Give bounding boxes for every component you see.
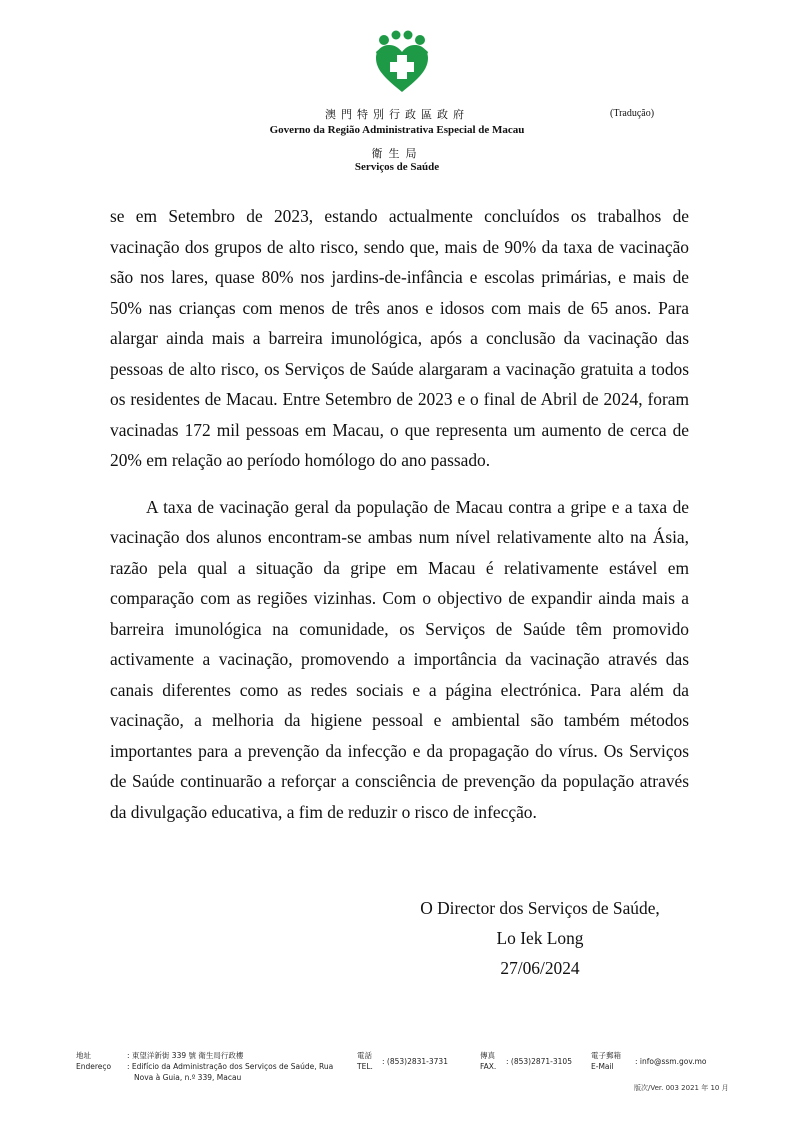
tel-label-zh: 電話	[357, 1051, 372, 1060]
address-label-zh: 地址	[76, 1051, 91, 1060]
fax-label-pt: FAX.	[480, 1062, 497, 1071]
department-name-portuguese: Serviços de Saúde	[354, 161, 440, 173]
government-name-portuguese: Governo da Região Administrativa Especial de Macau	[269, 124, 525, 136]
footer-email	[635, 1056, 706, 1067]
address-pt: Edifício da Administração dos Serviços de Saúde, Rua Nova à Guia, n.º 339, Macau	[131, 1062, 334, 1082]
department-name-chinese: 衛生局	[371, 147, 423, 160]
address-label-pt: Endereço	[76, 1062, 112, 1071]
tel-label-pt: TEL.	[357, 1062, 373, 1071]
translation-note: (Tradução)	[610, 108, 655, 119]
fax-colon: :	[506, 1057, 509, 1066]
health-bureau-logo-icon	[370, 30, 434, 94]
email-colon: :	[635, 1057, 638, 1066]
footer-address	[127, 1050, 342, 1083]
footer-fax-label	[480, 1050, 496, 1072]
letter-body	[110, 201, 689, 827]
signature-name: Lo Iek Long	[496, 928, 584, 948]
body-paragraph-1: se em Setembro de 2023, estando actualmente concluídos os trabalhos de vacinação dos grupos de alto risco, sendo que, mais de 90% da taxa de vacinação são nos lares, quase 80% nos jardins-de-infância e escolas primárias, e mais de 50% nas crianças com menos de três anos e idosos com mais de 65 anos. Para alargar ainda mais a barreira imunológica, após a conclusão da vacinação das pessoas de alto risco, os Serviços de Saúde alargaram a vacinação gratuita a todos os residentes de Macau. Entre Setembro de 2023 e o final de Abril de 2024, foram vacinadas 172 mil pessoas em Macau, o que representa um aumento de cerca de 20% em relação ao período homólogo do ano passado.	[110, 206, 689, 470]
email-label-pt: E-Mail	[591, 1062, 614, 1071]
signature-title: O Director dos Serviços de Saúde,	[420, 898, 660, 918]
fax-number: (853)2871-3105	[510, 1057, 572, 1066]
footer-address-label	[76, 1050, 111, 1072]
document-version: 版次/Ver. 003 2021 年 10 月	[634, 1084, 729, 1092]
address-zh: 東望洋新街 339 號 衛生局行政樓	[131, 1051, 244, 1060]
fax-label-zh: 傳真	[480, 1051, 495, 1060]
footer-tel	[382, 1056, 448, 1067]
address-colon: :	[127, 1051, 130, 1060]
body-paragraph-2: A taxa de vacinação geral da população de Macau contra a gripe e a taxa de vacinação dos alunos encontram-se ambas num nível relativamente alto na Ásia, razão pela qual a situação da gripe em Macau é relativamente estável em comparação com as regiões vizinhas. Com o objectivo de expandir ainda mais a barreira imunológica na comunidade, os Serviços de Saúde têm promovido activamente a vacinação, promovendo a importância da vacinação através das canais diferentes como as redes sociais e a página electrónica. Para além da vacinação, a melhoria da higiene pessoal e ambiental são também métodos importantes para a prevenção da infecção e da propagação do vírus. Os Serviços de Saúde continuarão a reforçar a consciência de prevenção da população através da divulgação educativa, a fim de reduzir o risco de infecção.	[110, 496, 689, 822]
government-name-chinese: 澳門特別行政區政府	[325, 108, 469, 121]
footer-tel-label	[357, 1050, 373, 1072]
footer-fax	[506, 1056, 572, 1067]
email-label-zh: 電子郵箱	[591, 1051, 621, 1060]
tel-number: (853)2831-3731	[386, 1057, 448, 1066]
address-colon-2: :	[127, 1062, 130, 1071]
signature-date: 27/06/2024	[500, 958, 580, 978]
footer-email-label	[591, 1050, 621, 1072]
tel-colon: :	[382, 1057, 385, 1066]
email-address: info@ssm.gov.mo	[639, 1057, 707, 1066]
